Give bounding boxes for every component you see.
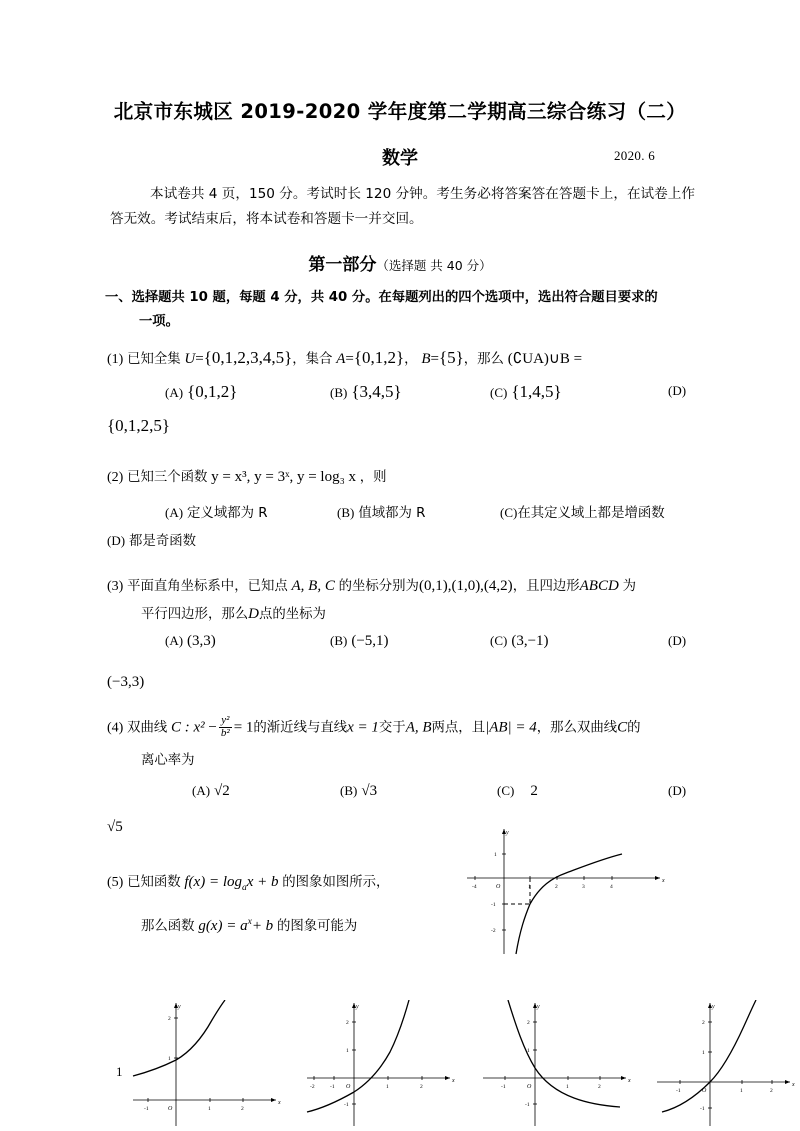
question-3-var-d: D [248, 606, 259, 622]
svg-text:1: 1 [528, 884, 531, 890]
part-heading [0, 250, 800, 275]
question-4-option-a[interactable] [192, 782, 230, 800]
question-3-option-a[interactable] [165, 632, 216, 650]
question-4-stem-e: ，那么双曲线 [536, 720, 618, 736]
question-3-stem-b: 的坐标分别为 [338, 579, 419, 594]
question-4-option-b-label: (B) [340, 783, 358, 798]
question-1-stem-d: ，那么 [463, 352, 504, 367]
question-2-f3: y = log₃ x [296, 469, 357, 485]
question-2-option-d-label: (D) [107, 533, 126, 548]
question-3-option-b[interactable] [330, 632, 389, 650]
question-4-stem-c: 交于 [378, 720, 406, 736]
question-1-option-a-label: (A) [165, 385, 184, 400]
svg-text:y: y [537, 1004, 540, 1010]
question-2-option-a[interactable] [165, 502, 268, 522]
question-3-coords: (0,1),(1,0),(4,2) [418, 578, 513, 594]
question-3-option-a-label: (A) [165, 633, 184, 648]
question-1-option-d-label-wrap[interactable] [668, 382, 686, 400]
question-4-line-x: x = 1 [347, 719, 379, 736]
question-4-fraction-numerator: y² [219, 715, 232, 728]
question-1-option-a-value: {0,1,2} [187, 382, 238, 401]
exam-instructions: 本试卷共 4 页，150 分。考试时长 120 分钟。考生务必将答案答在答题卡上，在试卷上作答无效。考试结束后，将本试卷和答题卡一并交回。 [110, 186, 695, 227]
question-3-number: (3) [107, 579, 124, 594]
question-4-stem-f: 的 [627, 720, 641, 736]
question-1-number: (1) [107, 352, 124, 367]
question-4-option-d-value-wrap[interactable] [107, 818, 123, 836]
svg-text:1: 1 [740, 1088, 743, 1094]
svg-text:x: x [662, 878, 665, 884]
question-1-var-b: B [421, 351, 431, 367]
question-4-option-a-value: √2 [214, 783, 230, 799]
page-number: 1 [116, 1064, 123, 1079]
question-3-option-d-label: (D) [668, 633, 687, 648]
question-3-option-a-value: (3,3) [187, 633, 216, 649]
question-4-fraction [219, 715, 232, 739]
question-3 [107, 576, 707, 597]
question-1-option-b-value: {3,4,5} [351, 382, 402, 401]
svg-text:-2: -2 [310, 1084, 315, 1090]
svg-text:O: O [527, 1084, 532, 1090]
question-2-stem-b: ，则 [359, 470, 387, 485]
part-heading-sub: （选择题 共 40 分） [376, 258, 492, 273]
question-4-number: (4) [107, 720, 124, 736]
svg-text:2: 2 [702, 1020, 705, 1026]
question-3-option-b-value: (−5,1) [351, 633, 389, 649]
svg-text:x: x [792, 1082, 795, 1088]
answer-figure-c [478, 1000, 638, 1128]
question-4-option-d-value: √5 [107, 819, 123, 835]
question-4 [107, 716, 717, 740]
section-instruction-line2: 一项。 [139, 314, 179, 329]
question-3-option-c-value: (3,−1) [511, 633, 549, 649]
svg-text:y: y [712, 1004, 715, 1010]
svg-text:-1: -1 [330, 1084, 335, 1090]
svg-text:1: 1 [208, 1106, 211, 1112]
question-1-option-d-value: {0,1,2,5} [107, 416, 171, 435]
question-3-stem-a: 平面直角坐标系中，已知点 [127, 579, 288, 594]
question-1-stem-a: 已知全集 [127, 352, 181, 367]
question-5-figure [462, 826, 677, 956]
question-4-option-a-label: (A) [192, 783, 211, 798]
question-4-option-c-label: (C) [497, 783, 515, 798]
question-4-eq-tail: = 1 [233, 719, 254, 736]
question-1-option-c-label: (C) [490, 385, 508, 400]
question-4-line2 [141, 750, 195, 771]
question-1-set-u: {0,1,2,3,4,5} [203, 348, 293, 367]
question-1-stem-c: ， [404, 352, 418, 367]
answer-figure-b [302, 1000, 462, 1128]
svg-text:2: 2 [168, 1016, 171, 1022]
question-2-option-b-label: (B) [337, 505, 355, 520]
question-5-fx-rest: x + b [246, 874, 279, 890]
question-3-stem-f: 点的坐标为 [258, 607, 326, 622]
question-3-stem-d: 为 [622, 579, 636, 594]
svg-text:y: y [506, 830, 509, 836]
svg-text:2: 2 [241, 1106, 244, 1112]
svg-text:3: 3 [582, 884, 585, 890]
svg-text:2: 2 [598, 1084, 601, 1090]
question-4-minus: − [208, 719, 217, 736]
question-2-option-a-label: (A) [165, 505, 184, 520]
question-5-fx: f(x) = log [184, 874, 242, 890]
svg-text:2: 2 [770, 1088, 773, 1094]
svg-text:x: x [628, 1078, 631, 1084]
question-1-option-d-value-wrap[interactable] [107, 416, 170, 436]
svg-text:-1: -1 [676, 1088, 681, 1094]
question-1-stem-b: ，集合 [292, 352, 333, 367]
question-5-gx: g(x) = a [198, 918, 248, 934]
question-5-stem-c: 那么函数 [141, 919, 195, 934]
question-5-stem-b: 的图象如图所示， [282, 875, 390, 890]
question-1-option-b[interactable] [330, 382, 402, 402]
question-3-option-d-label-wrap[interactable] [668, 632, 686, 650]
svg-text:-4: -4 [472, 884, 477, 890]
question-2-option-c[interactable] [500, 502, 665, 522]
svg-text:2: 2 [420, 1084, 423, 1090]
svg-text:-1: -1 [491, 902, 496, 908]
question-2-stem-a: 已知三个函数 [127, 470, 208, 485]
question-3-option-d-value: (−3,3) [107, 674, 145, 690]
answer-figure-a [128, 1000, 288, 1128]
question-3-quad: ABCD [579, 578, 619, 594]
answer-figure-d [652, 1000, 800, 1128]
question-5 [107, 872, 467, 898]
subject-row [0, 144, 800, 168]
question-4-option-b[interactable] [340, 782, 377, 800]
question-4-var-c: C [617, 719, 628, 736]
question-1-option-b-label: (B) [330, 385, 348, 400]
svg-text:O: O [702, 1088, 707, 1094]
question-3-option-d-value-wrap[interactable] [107, 673, 144, 691]
question-4-option-d-label: (D) [668, 783, 687, 798]
svg-text:x: x [452, 1078, 455, 1084]
svg-text:1: 1 [346, 1048, 349, 1054]
question-4-eq-lead: C : x² [171, 719, 205, 736]
svg-text:1: 1 [566, 1084, 569, 1090]
question-2-option-b[interactable] [337, 502, 425, 522]
question-3-option-c-label: (C) [490, 633, 508, 648]
question-4-stem-g: 离心率为 [141, 753, 195, 768]
question-5-stem-d: 的图象可能为 [276, 919, 358, 934]
svg-text:-1: -1 [144, 1106, 149, 1112]
question-1: (1) 已知全集 U={0,1,2,3,4,5}，集合 A={0,1,2}， B={5}，那么 (∁UA)∪B = [107, 348, 583, 367]
question-1-var-a: A [336, 351, 346, 367]
question-1-option-a[interactable] [165, 382, 237, 402]
svg-text:4: 4 [610, 884, 613, 890]
question-2-number: (2) [107, 470, 124, 485]
question-1-set-b: {5} [438, 348, 464, 367]
question-1-option-c-value: {1,4,5} [511, 382, 562, 401]
svg-text:-1: -1 [700, 1106, 705, 1112]
question-3-option-b-label: (B) [330, 633, 348, 648]
question-4-option-c-value: 2 [530, 783, 538, 799]
question-3-stem-e: 平行四边形，那么 [141, 607, 249, 622]
svg-text:2: 2 [555, 884, 558, 890]
svg-text:1: 1 [527, 1048, 530, 1054]
svg-text:1: 1 [494, 852, 497, 858]
section-instruction [105, 286, 697, 334]
question-4-points-ab: A, B [405, 719, 432, 736]
svg-text:O: O [496, 884, 501, 890]
question-2-option-b-value: 值域都为 R [358, 506, 426, 521]
svg-text:-1: -1 [525, 1102, 530, 1108]
question-4-option-c[interactable] [497, 782, 538, 800]
question-5-gx-rest: + b [251, 918, 274, 934]
question-1-option-d-label: (D) [668, 383, 687, 398]
question-3-line2 [141, 604, 741, 625]
page-title: 北京市东城区 2019-2020 学年度第二学期高三综合练习（二） [113, 100, 687, 123]
question-4-fraction-denominator: b² [220, 726, 230, 739]
question-4-abs: |AB| = 4 [485, 719, 537, 736]
svg-text:2: 2 [527, 1020, 530, 1026]
svg-text:-1: -1 [344, 1102, 349, 1108]
question-5-number: (5) [107, 875, 124, 890]
exam-date: 2020. 6 [614, 148, 656, 163]
question-2-option-c-value: 在其定义域上都是增函数 [517, 506, 665, 521]
question-5-log-base: a [242, 883, 247, 893]
question-2: (2) 已知三个函数 y = x³, y = 3ˣ, y = log₃ x ，则 [107, 469, 387, 485]
question-1-expression: (∁UA)∪B = [507, 351, 583, 367]
subject-name: 数学 [382, 148, 418, 169]
question-1-option-c[interactable] [490, 382, 562, 402]
question-3-option-c[interactable] [490, 632, 549, 650]
svg-text:y: y [356, 1004, 359, 1010]
question-4-stem-a: 双曲线 [127, 720, 168, 736]
svg-text:y: y [178, 1004, 181, 1010]
question-3-points: A, B, C [291, 578, 335, 594]
question-1-var-u: U [184, 351, 196, 367]
question-5-line2 [141, 912, 501, 937]
question-2-option-c-label: (C) [500, 505, 518, 520]
svg-text:2: 2 [346, 1020, 349, 1026]
question-1-set-a: {0,1,2} [353, 348, 405, 367]
question-2-f1: y = x³ [211, 469, 247, 485]
question-5-gx-exponent: x [247, 917, 252, 927]
question-2-option-a-value: 定义域都为 R [187, 506, 268, 521]
question-2-option-d-value: 都是奇函数 [129, 534, 196, 549]
svg-text:O: O [168, 1106, 173, 1112]
svg-text:-1: -1 [501, 1084, 506, 1090]
part-heading-main: 第一部分 [308, 255, 377, 275]
svg-text:O: O [346, 1084, 351, 1090]
svg-text:-2: -2 [491, 928, 496, 934]
question-4-stem-b: 的渐近线与直线 [253, 720, 348, 736]
svg-text:1: 1 [386, 1084, 389, 1090]
question-2-f2: y = 3ˣ [254, 469, 290, 485]
question-4-option-d-label-wrap[interactable] [668, 782, 686, 800]
question-4-option-b-value: √3 [361, 783, 378, 799]
svg-text:1: 1 [702, 1050, 705, 1056]
question-2-option-d[interactable] [107, 530, 196, 550]
section-instruction-line1: 一、选择题共 10 题，每题 4 分，共 40 分。在每题列出的四个选项中，选出符合题目要求的 [105, 290, 658, 305]
svg-text:x: x [278, 1100, 281, 1106]
question-3-stem-c: ，且四边形 [512, 579, 580, 594]
svg-text:1: 1 [168, 1056, 171, 1062]
question-5-stem-a: 已知函数 [127, 875, 181, 890]
question-4-stem-d: 两点，且 [431, 720, 486, 736]
